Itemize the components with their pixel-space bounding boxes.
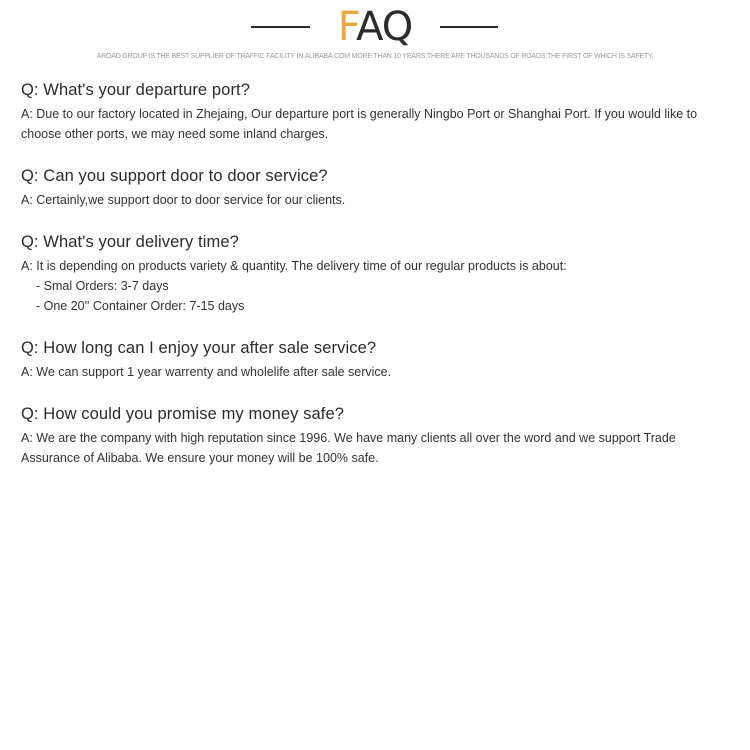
- faq-question: Q: How long can I enjoy your after sale service?: [21, 339, 377, 357]
- faq-answer: A: It is depending on products variety & quantity. The delivery time of our regular products is about:: [21, 259, 567, 273]
- faq-item: [21, 232, 733, 316]
- faq-question: Q: What's your departure port?: [21, 81, 251, 99]
- title-rest: AQ: [356, 4, 413, 50]
- faq-item: [21, 166, 733, 210]
- tagline: AROAD GROUP IS THE BEST SUPPLIER OF TRAFFIC FACILITY IN ALIBABA.COM MORE THAN 10 YEARS.THERE ARE THOUSANDS OF ROADS,THE FIRST OF WHICH IS SAFETY.: [96, 53, 654, 60]
- faq-item: [21, 404, 733, 468]
- faq-question: Q: How could you promise my money safe?: [21, 405, 345, 423]
- faq-list: [21, 80, 733, 490]
- faq-question: Q: What's your delivery time?: [21, 233, 239, 251]
- page-title: [330, 4, 420, 50]
- faq-header: [0, 0, 750, 64]
- faq-item: [21, 338, 733, 382]
- title-rule-right: [440, 26, 498, 28]
- faq-item: [21, 80, 733, 144]
- faq-answer: A: We are the company with high reputation since 1996. We have many clients all over the word and we support Trade Assurance of Alibaba. We ensure your money will be 100% safe.: [21, 431, 676, 465]
- faq-answer: A: We can support 1 year warrenty and wholelife after sale service.: [21, 365, 392, 379]
- title-accent-letter: F: [337, 4, 357, 50]
- faq-answer: A: Due to our factory located in Zhejaing, Our departure port is generally Ningbo Port or Shanghai Port. If you would like to choose other ports, we may need some inland charges.: [21, 107, 698, 141]
- delivery-time-list: [21, 276, 733, 316]
- faq-question: Q: Can you support door to door service?: [21, 167, 328, 185]
- delivery-time-item: - One 20'' Container Order: 7-15 days: [36, 299, 245, 313]
- title-rule-left: [251, 26, 310, 28]
- faq-answer: A: Certainly,we support door to door service for our clients.: [21, 193, 346, 207]
- delivery-time-item: - Smal Orders: 3-7 days: [36, 279, 169, 293]
